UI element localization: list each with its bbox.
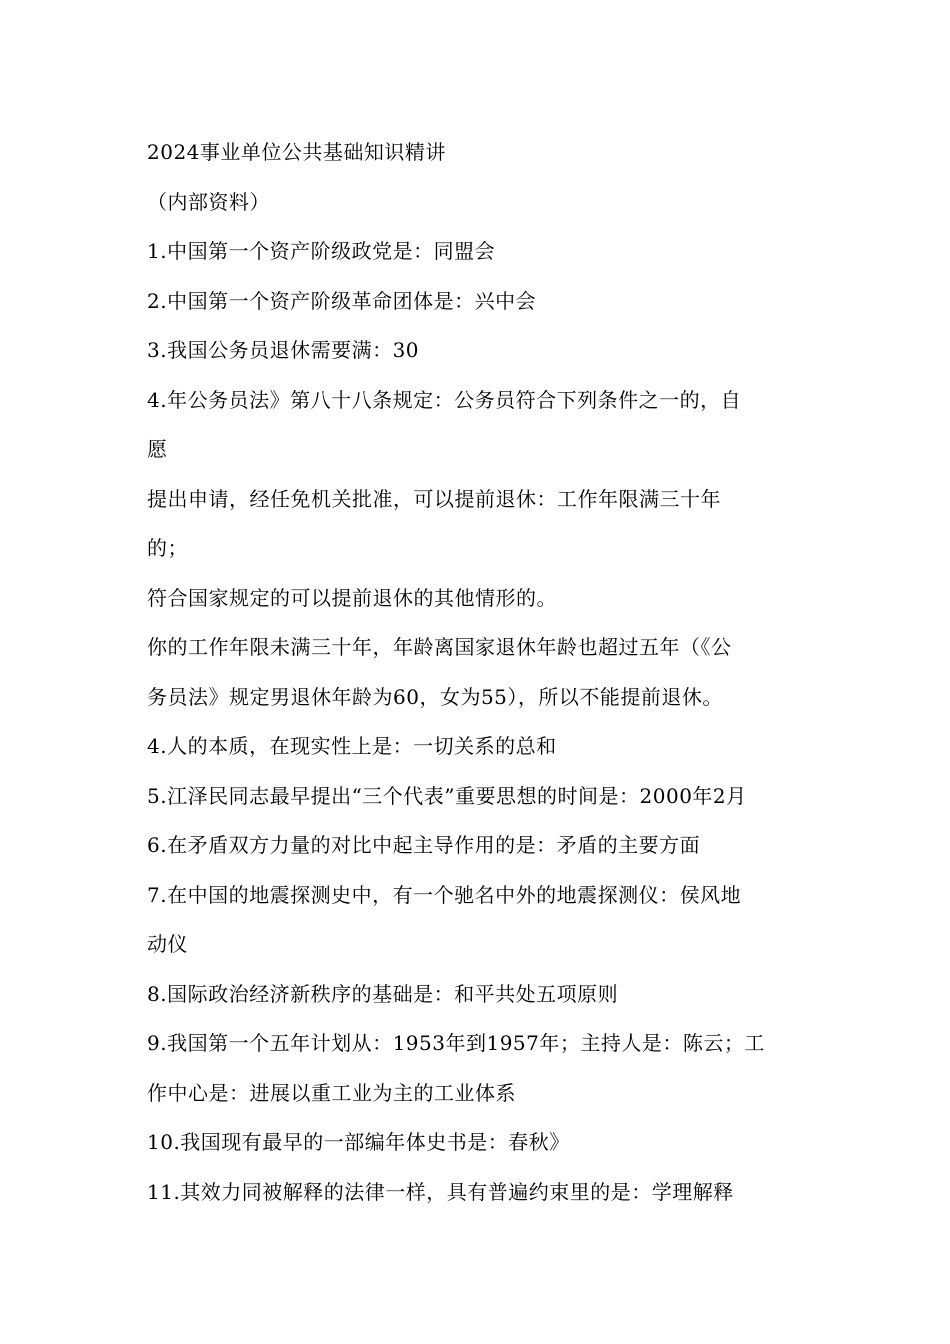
text-line: 10.我国现有最早的一部编年体史书是：春秋》 — [147, 1130, 570, 1154]
text-line: 8.国际政治经济新秩序的基础是：和平共处五项原则 — [147, 981, 619, 1006]
text-line: 1.中国第一个资产阶级政党是：同盟会 — [147, 239, 496, 263]
document-title: 2024事业单位公共基础知识精讲 — [147, 140, 446, 164]
text-line: 9.我国第一个五年计划从：1953年到1957年；主持人是：陈云；工 — [147, 1031, 765, 1055]
text-line: 务员法》规定男退休年龄为60，女为55），所以不能提前退休。 — [147, 684, 723, 709]
text-line: 4.年公务员法》第八十八条规定：公务员符合下列条件之一的，自 — [147, 387, 742, 412]
text-line: 的； — [147, 536, 188, 560]
document-subtitle: （内部资料） — [147, 189, 270, 214]
text-line: 3.我国公务员退休需要满：30 — [147, 338, 420, 362]
text-line: 2.中国第一个资产阶级革命团体是：兴中会 — [147, 288, 537, 313]
text-line: 5.江泽民同志最早提出“三个代表”重要思想的时间是：2000年2月 — [147, 783, 747, 808]
text-line: 动仪 — [147, 932, 188, 956]
text-line: 作中心是：进展以重工业为主的工业体系 — [147, 1080, 516, 1105]
text-line: 愿 — [147, 437, 168, 461]
text-line: 你的工作年限未满三十年，年龄离国家退休年龄也超过五年（《公 — [147, 635, 732, 659]
text-line: 符合国家规定的可以提前退休的其他情形的。 — [147, 585, 557, 610]
text-line: 提出申请，经任免机关批准，可以提前退休：工作年限满三十年 — [147, 486, 721, 511]
text-line: 7.在中国的地震探测史中，有一个驰名中外的地震探测仪：侯风地 — [147, 882, 742, 907]
text-line: 4.人的本质，在现实性上是：一切关系的总和 — [147, 734, 557, 758]
document-body — [147, 128, 807, 1217]
text-line: 6.在矛盾双方力量的对比中起主导作用的是：矛盾的主要方面 — [147, 833, 701, 857]
text-line: 11.其效力同被解释的法律一样，具有普遍约束里的是：学理解释 — [147, 1179, 734, 1204]
